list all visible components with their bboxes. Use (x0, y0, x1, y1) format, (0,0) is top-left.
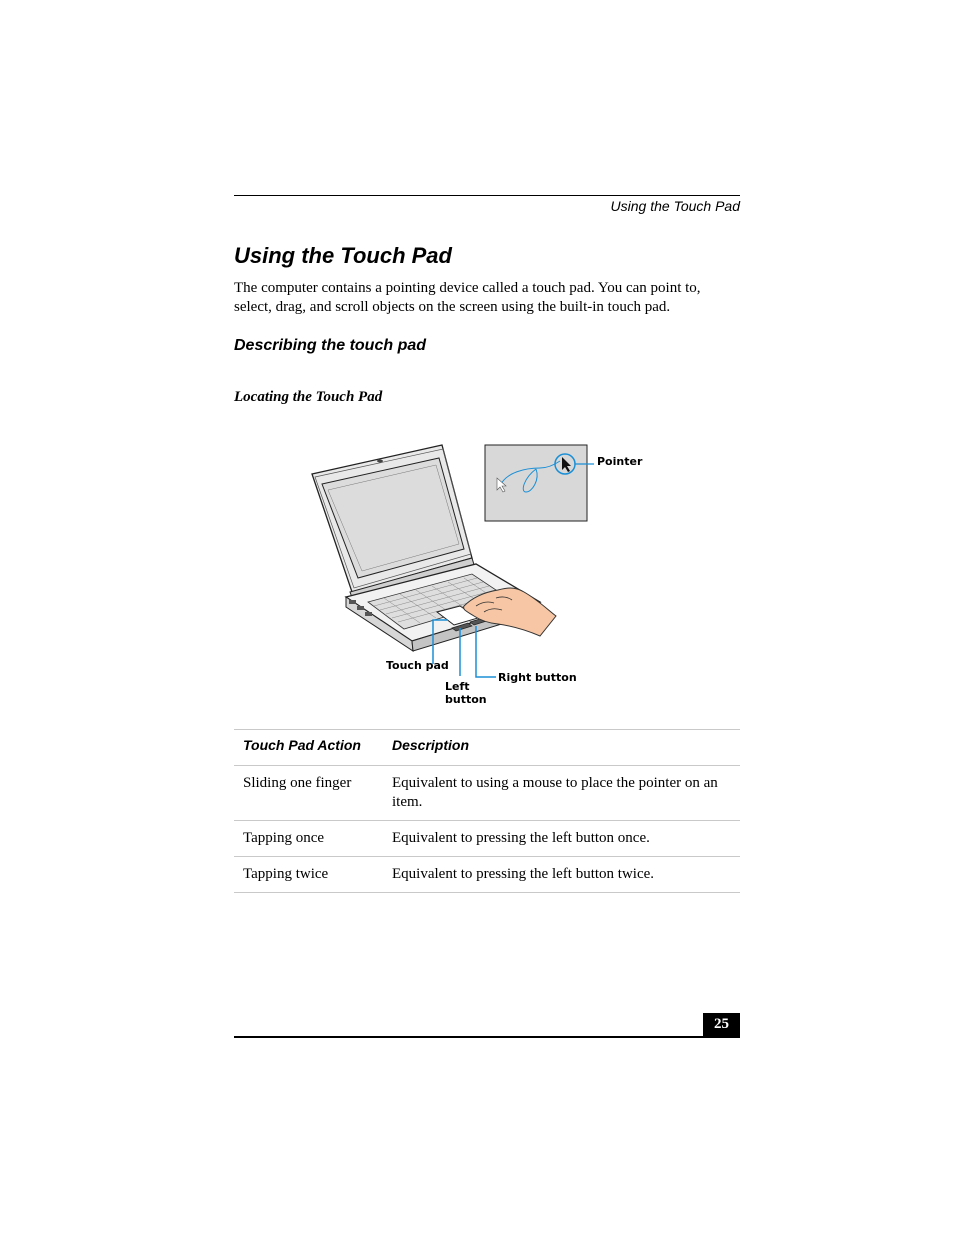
column-header-description: Description (392, 737, 470, 753)
table-row (234, 857, 740, 893)
laptop-illustration (300, 440, 660, 712)
touch-pad-figure (300, 440, 660, 712)
table-header-row (234, 730, 740, 766)
left-button-callout-line1: Left (445, 680, 470, 693)
table-row (234, 821, 740, 857)
touch-pad-actions-table (234, 729, 740, 893)
description-cell: Equivalent to pressing the left button once. (392, 830, 650, 846)
right-button-callout: Right button (498, 671, 577, 684)
touch-pad-callout: Touch pad (386, 659, 449, 672)
table-row (234, 766, 740, 821)
description-cell: Equivalent to using a mouse to place the pointer on an item. (392, 775, 718, 810)
footer-rule (234, 1036, 740, 1038)
action-cell: Tapping once (243, 830, 325, 846)
pointer-callout: Pointer (597, 455, 643, 468)
description-cell: Equivalent to pressing the left button twice. (392, 866, 655, 882)
action-cell: Tapping twice (243, 866, 329, 882)
intro-paragraph: The computer contains a pointing device called a touch pad. You can point to, select, drag, and scroll objects on the screen using the built-in touch pad. (234, 280, 701, 315)
figure-caption: Locating the Touch Pad (234, 389, 383, 405)
running-head: Using the Touch Pad (610, 198, 740, 214)
section-heading: Describing the touch pad (234, 337, 427, 354)
header-rule (234, 195, 740, 196)
column-header-action: Touch Pad Action (243, 737, 361, 753)
page-number: 25 (703, 1013, 740, 1037)
action-cell: Sliding one finger (243, 775, 352, 791)
left-button-callout-line2: button (445, 693, 487, 706)
page-title: Using the Touch Pad (234, 243, 452, 268)
